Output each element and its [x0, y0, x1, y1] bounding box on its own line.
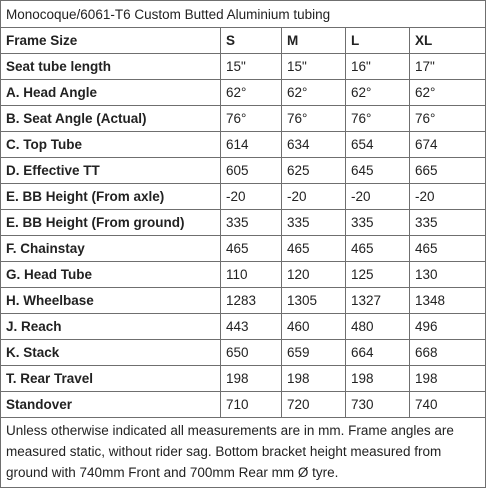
table-row — [1, 392, 486, 418]
value-cell-l: -20 — [346, 184, 410, 210]
value-cell-m: 335 — [282, 210, 346, 236]
value-cell-m: 465 — [282, 236, 346, 262]
value-cell-l: 645 — [346, 158, 410, 184]
value-cell-xl: 674 — [410, 132, 486, 158]
size-header-l: L — [346, 28, 410, 54]
value-cell-s: 62° — [221, 80, 282, 106]
value-cell-m: 120 — [282, 262, 346, 288]
row-label: Seat tube length — [1, 54, 221, 80]
value-cell-s: 614 — [221, 132, 282, 158]
row-label: A. Head Angle — [1, 80, 221, 106]
value-cell-l: 62° — [346, 80, 410, 106]
row-label: H. Wheelbase — [1, 288, 221, 314]
size-header-m: M — [282, 28, 346, 54]
title-row — [1, 1, 486, 28]
value-cell-l: 465 — [346, 236, 410, 262]
value-cell-s: 76° — [221, 106, 282, 132]
value-cell-s: -20 — [221, 184, 282, 210]
row-label: D. Effective TT — [1, 158, 221, 184]
size-header-s: S — [221, 28, 282, 54]
row-label: C. Top Tube — [1, 132, 221, 158]
table-row — [1, 132, 486, 158]
table-title: Monocoque/6061-T6 Custom Butted Aluminium tubing — [1, 1, 486, 28]
value-cell-m: 62° — [282, 80, 346, 106]
table-row — [1, 210, 486, 236]
header-row — [1, 28, 486, 54]
value-cell-l: 664 — [346, 340, 410, 366]
table-row — [1, 80, 486, 106]
row-label: B. Seat Angle (Actual) — [1, 106, 221, 132]
value-cell-xl: -20 — [410, 184, 486, 210]
value-cell-xl: 198 — [410, 366, 486, 392]
value-cell-s: 443 — [221, 314, 282, 340]
value-cell-xl: 17" — [410, 54, 486, 80]
value-cell-m: 460 — [282, 314, 346, 340]
value-cell-xl: 740 — [410, 392, 486, 418]
value-cell-xl: 130 — [410, 262, 486, 288]
value-cell-m: 76° — [282, 106, 346, 132]
value-cell-s: 1283 — [221, 288, 282, 314]
table-row — [1, 340, 486, 366]
value-cell-l: 1327 — [346, 288, 410, 314]
value-cell-l: 125 — [346, 262, 410, 288]
value-cell-l: 76° — [346, 106, 410, 132]
value-cell-l: 730 — [346, 392, 410, 418]
table-row — [1, 106, 486, 132]
value-cell-m: 1305 — [282, 288, 346, 314]
value-cell-xl: 335 — [410, 210, 486, 236]
value-cell-xl: 496 — [410, 314, 486, 340]
value-cell-xl: 668 — [410, 340, 486, 366]
row-label: Standover — [1, 392, 221, 418]
table-notes: Unless otherwise indicated all measurements are in mm. Frame angles are measured static, without rider sag. Bottom bracket height measured from ground with 740mm Front and 700mm Rear mm Ø tyre. — [1, 418, 486, 488]
value-cell-s: 198 — [221, 366, 282, 392]
value-cell-m: 625 — [282, 158, 346, 184]
value-cell-m: -20 — [282, 184, 346, 210]
table-row — [1, 54, 486, 80]
row-label: E. BB Height (From axle) — [1, 184, 221, 210]
row-label: E. BB Height (From ground) — [1, 210, 221, 236]
value-cell-l: 16" — [346, 54, 410, 80]
value-cell-xl: 465 — [410, 236, 486, 262]
value-cell-s: 650 — [221, 340, 282, 366]
value-cell-s: 465 — [221, 236, 282, 262]
value-cell-m: 659 — [282, 340, 346, 366]
value-cell-xl: 1348 — [410, 288, 486, 314]
size-header-xl: XL — [410, 28, 486, 54]
table-row — [1, 288, 486, 314]
value-cell-s: 110 — [221, 262, 282, 288]
table-row — [1, 158, 486, 184]
table-row — [1, 314, 486, 340]
value-cell-s: 710 — [221, 392, 282, 418]
frame-size-header: Frame Size — [1, 28, 221, 54]
row-label: K. Stack — [1, 340, 221, 366]
row-label: J. Reach — [1, 314, 221, 340]
row-label: T. Rear Travel — [1, 366, 221, 392]
table-row — [1, 366, 486, 392]
table-row — [1, 184, 486, 210]
value-cell-m: 634 — [282, 132, 346, 158]
table-row — [1, 262, 486, 288]
notes-row — [1, 418, 486, 488]
value-cell-l: 335 — [346, 210, 410, 236]
row-label: G. Head Tube — [1, 262, 221, 288]
value-cell-s: 335 — [221, 210, 282, 236]
value-cell-xl: 62° — [410, 80, 486, 106]
value-cell-m: 15" — [282, 54, 346, 80]
value-cell-xl: 76° — [410, 106, 486, 132]
value-cell-m: 720 — [282, 392, 346, 418]
value-cell-xl: 665 — [410, 158, 486, 184]
value-cell-l: 480 — [346, 314, 410, 340]
row-label: F. Chainstay — [1, 236, 221, 262]
value-cell-l: 198 — [346, 366, 410, 392]
value-cell-m: 198 — [282, 366, 346, 392]
value-cell-l: 654 — [346, 132, 410, 158]
value-cell-s: 605 — [221, 158, 282, 184]
table-row — [1, 236, 486, 262]
value-cell-s: 15" — [221, 54, 282, 80]
